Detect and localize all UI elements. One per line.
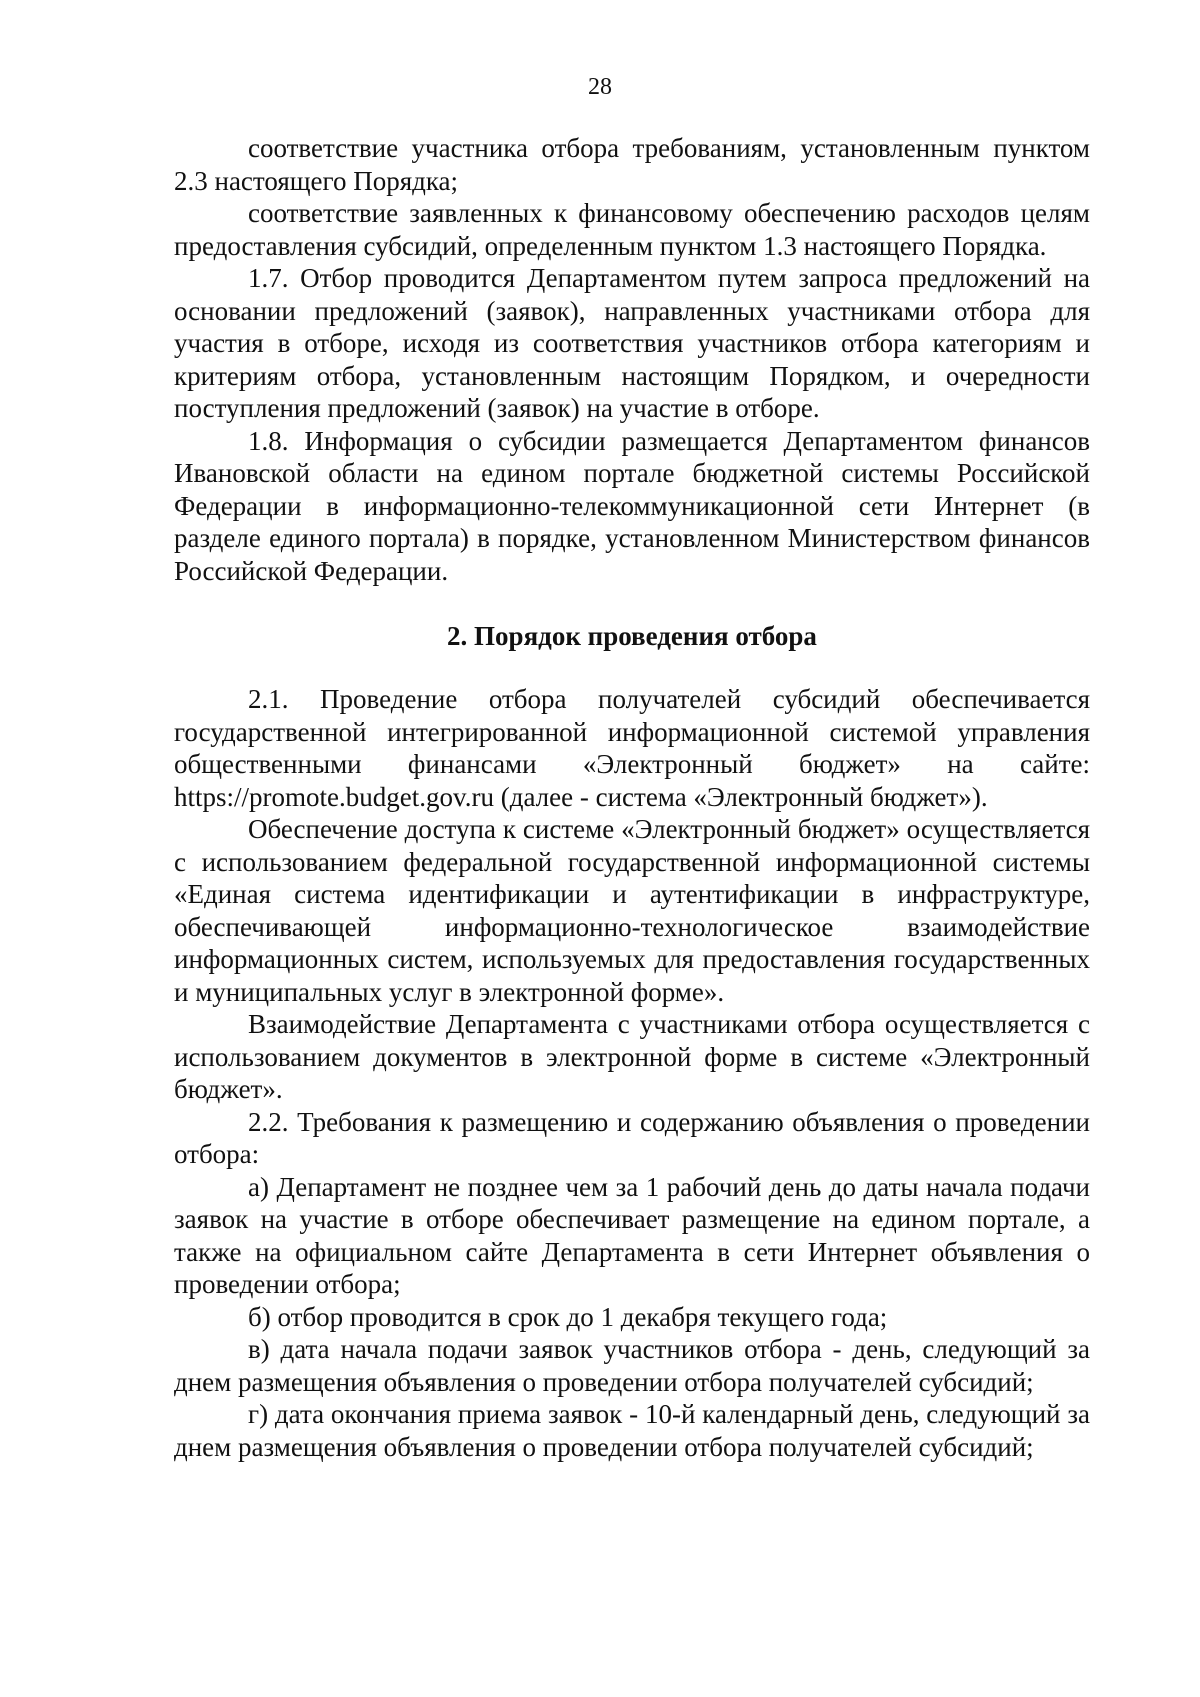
page-number: 28	[588, 74, 612, 100]
paragraph: соответствие заявленных к финансовому обеспечению расходов целям предоставления субсидий, определенным пунктом 1.3 настоящего Порядка.	[174, 198, 1090, 261]
paragraph: г) дата окончания приема заявок - 10-й календарный день, следующий за днем размещения объявления о проведении отбора получателей субсидий;	[174, 1399, 1090, 1462]
section-heading: 2. Порядок проведения отбора	[447, 621, 817, 651]
paragraph: б) отбор проводится в срок до 1 декабря текущего года;	[248, 1301, 888, 1332]
paragraph: 2.2. Требования к размещению и содержанию объявления о проведении отбора:	[174, 1106, 1090, 1169]
paragraph: 1.7. Отбор проводится Департаментом путем запроса предложений на основании предложений (заявок), направленных участниками отбора для участия в отборе, исходя из соответствия участников отбора категориям и критериям отбора, установленным настоящим Порядком, и очередности поступления предложений (заявок) на участие в отборе.	[174, 263, 1090, 423]
paragraph: Обеспечение доступа к системе «Электронный бюджет» осуществляется с использованием федеральной государственной информационной системы «Единая система идентификации и аутентификации в инфраструктуре, обеспечивающей информационно-технологическое взаимодействие информационных систем, используемых для предоставления государственных и муниципальных услуг в электронной форме».	[174, 814, 1090, 1007]
paragraph: а) Департамент не позднее чем за 1 рабочий день до даты начала подачи заявок на участие в отборе обеспечивает размещение на едином портале, а также на официальном сайте Департамента в сети Интернет объявления о проведении отбора;	[174, 1171, 1090, 1299]
paragraph: Взаимодействие Департамента с участниками отбора осуществляется с использованием документов в электронной форме в системе «Электронный бюджет».	[174, 1009, 1090, 1104]
paragraph: соответствие участника отбора требованиям, установленным пунктом 2.3 настоящего Порядка;	[174, 133, 1090, 196]
paragraph: 1.8. Информация о субсидии размещается Департаментом финансов Ивановской области на едином портале бюджетной системы Российской Федерации в информационно-телекоммуникационной сети Интернет (в разделе единого портала) в порядке, установленном Министерством финансов Российской Федерации.	[174, 425, 1090, 586]
paragraph: 2.1. Проведение отбора получателей субсидий обеспечивается государственной интегрированной информационной системой управления общественными финансами «Электронный бюджет» на сайте: https://promote.budget.gov.ru (далее - система «Электронный бюджет»).	[174, 684, 1090, 812]
paragraph: в) дата начала подачи заявок участников отбора - день, следующий за днем размещения объявления о проведении отбора получателей субсидий;	[174, 1334, 1090, 1397]
document-body	[174, 132, 1090, 1463]
